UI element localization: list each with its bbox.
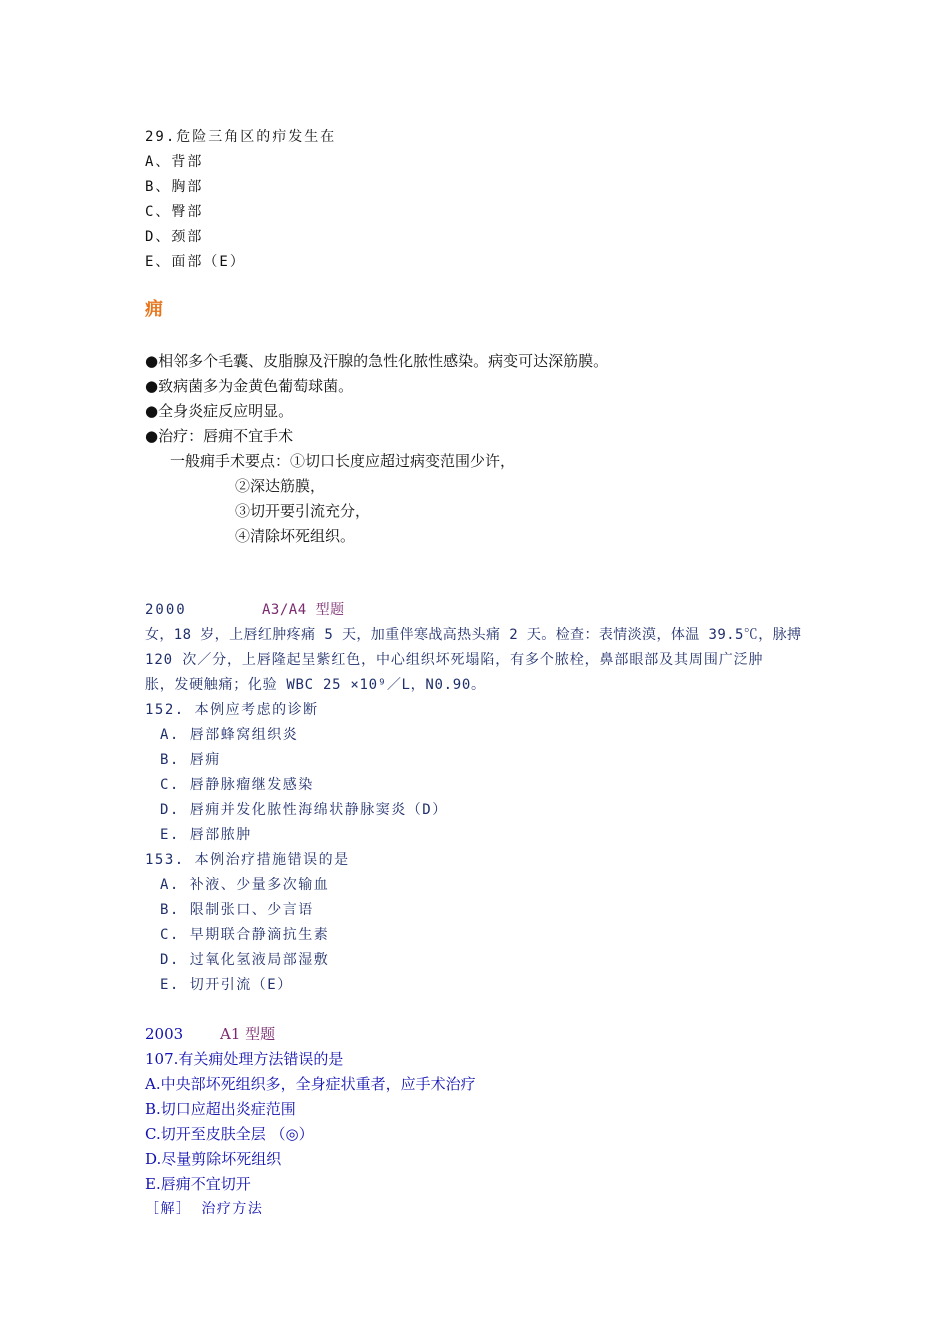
exam-2003-type: A1 型题 (220, 1025, 276, 1043)
question-152-option-b: B. 唇痈 (160, 752, 221, 768)
question-153-option-b: B. 限制张口、少言语 (160, 902, 314, 918)
question-29-stem: 29.危险三角区的疖发生在 (145, 129, 337, 145)
bullet-treatment: ●治疗：唇痈不宜手术 (145, 427, 294, 445)
question-29-option-b: B、胸部 (145, 179, 204, 195)
bullet-systemic: ●全身炎症反应明显。 (145, 402, 294, 420)
question-152-option-c: C. 唇静脉瘤继发感染 (160, 777, 314, 793)
question-107-option-c: C.切开至皮肤全层 （◎） (145, 1125, 314, 1143)
question-153-option-e: E. 切开引流（E） (160, 977, 293, 993)
question-153-option-a: A. 补液、少量多次输血 (160, 877, 330, 893)
surgery-point-3: ③切开要引流充分， (235, 502, 371, 520)
question-152-option-e: E. 唇部脓肿 (160, 827, 252, 843)
question-29-option-d: D、颈部 (145, 229, 204, 245)
surgery-point-1: 一般痈手术要点：①切口长度应超过病变范围少许， (170, 452, 516, 470)
question-29-option-a: A、背部 (145, 154, 204, 170)
question-107-option-a: A.中央部坏死组织多，全身症状重者，应手术治疗 (145, 1075, 476, 1093)
question-153-option-c: C. 早期联合静滴抗生素 (160, 927, 330, 943)
question-107-option-d: D.尽量剪除坏死组织 (145, 1150, 282, 1168)
question-152-stem: 152. 本例应考虑的诊断 (145, 702, 319, 718)
surgery-point-4: ④清除坏死组织。 (235, 527, 356, 545)
question-153-option-d: D. 过氧化氢液局部湿敷 (160, 952, 330, 968)
case-line-1: 女，18 岁，上唇红肿疼痛 5 天，加重伴寒战高热头痛 2 天。检查：表情淡漠，体温 39.5℃，脉搏 (145, 627, 802, 643)
question-107-option-b: B.切口应超出炎症范围 (145, 1100, 296, 1118)
case-line-2: 120 次／分，上唇隆起呈紫红色，中心组织坏死塌陷，有多个脓栓，鼻部眼部及其周围广泛肿 (145, 652, 764, 668)
question-29-option-c: C、臀部 (145, 204, 204, 220)
question-152-option-a: A. 唇部蜂窝组织炎 (160, 727, 299, 743)
question-107-stem: 107.有关痈处理方法错误的是 (145, 1050, 344, 1068)
explanation-label: ［解］ 治疗方法 (145, 1201, 264, 1217)
exam-2003-year: 2003 (145, 1025, 184, 1043)
case-line-3: 胀，发硬触痛；化验 WBC 25 ×10⁹／L，N0.90。 (145, 677, 486, 693)
section-heading-carbuncle: 痈 (145, 299, 163, 320)
question-153-stem: 153. 本例治疗措施错误的是 (145, 852, 350, 868)
bullet-definition: ●相邻多个毛囊、皮脂腺及汗腺的急性化脓性感染。病变可达深筋膜。 (145, 352, 609, 370)
question-29-option-e: E、面部（E） (145, 254, 246, 270)
surgery-point-2: ②深达筋膜， (235, 477, 326, 495)
question-152-option-d: D. 唇痈并发化脓性海绵状静脉窦炎（D） (160, 802, 448, 818)
question-107-option-e: E.唇痈不宜切开 (145, 1175, 251, 1193)
bullet-pathogen: ●致病菌多为金黄色葡萄球菌。 (145, 377, 354, 395)
exam-2000-year: 2000 (145, 602, 187, 618)
exam-2000-type: A3/A4 型题 (262, 602, 345, 618)
